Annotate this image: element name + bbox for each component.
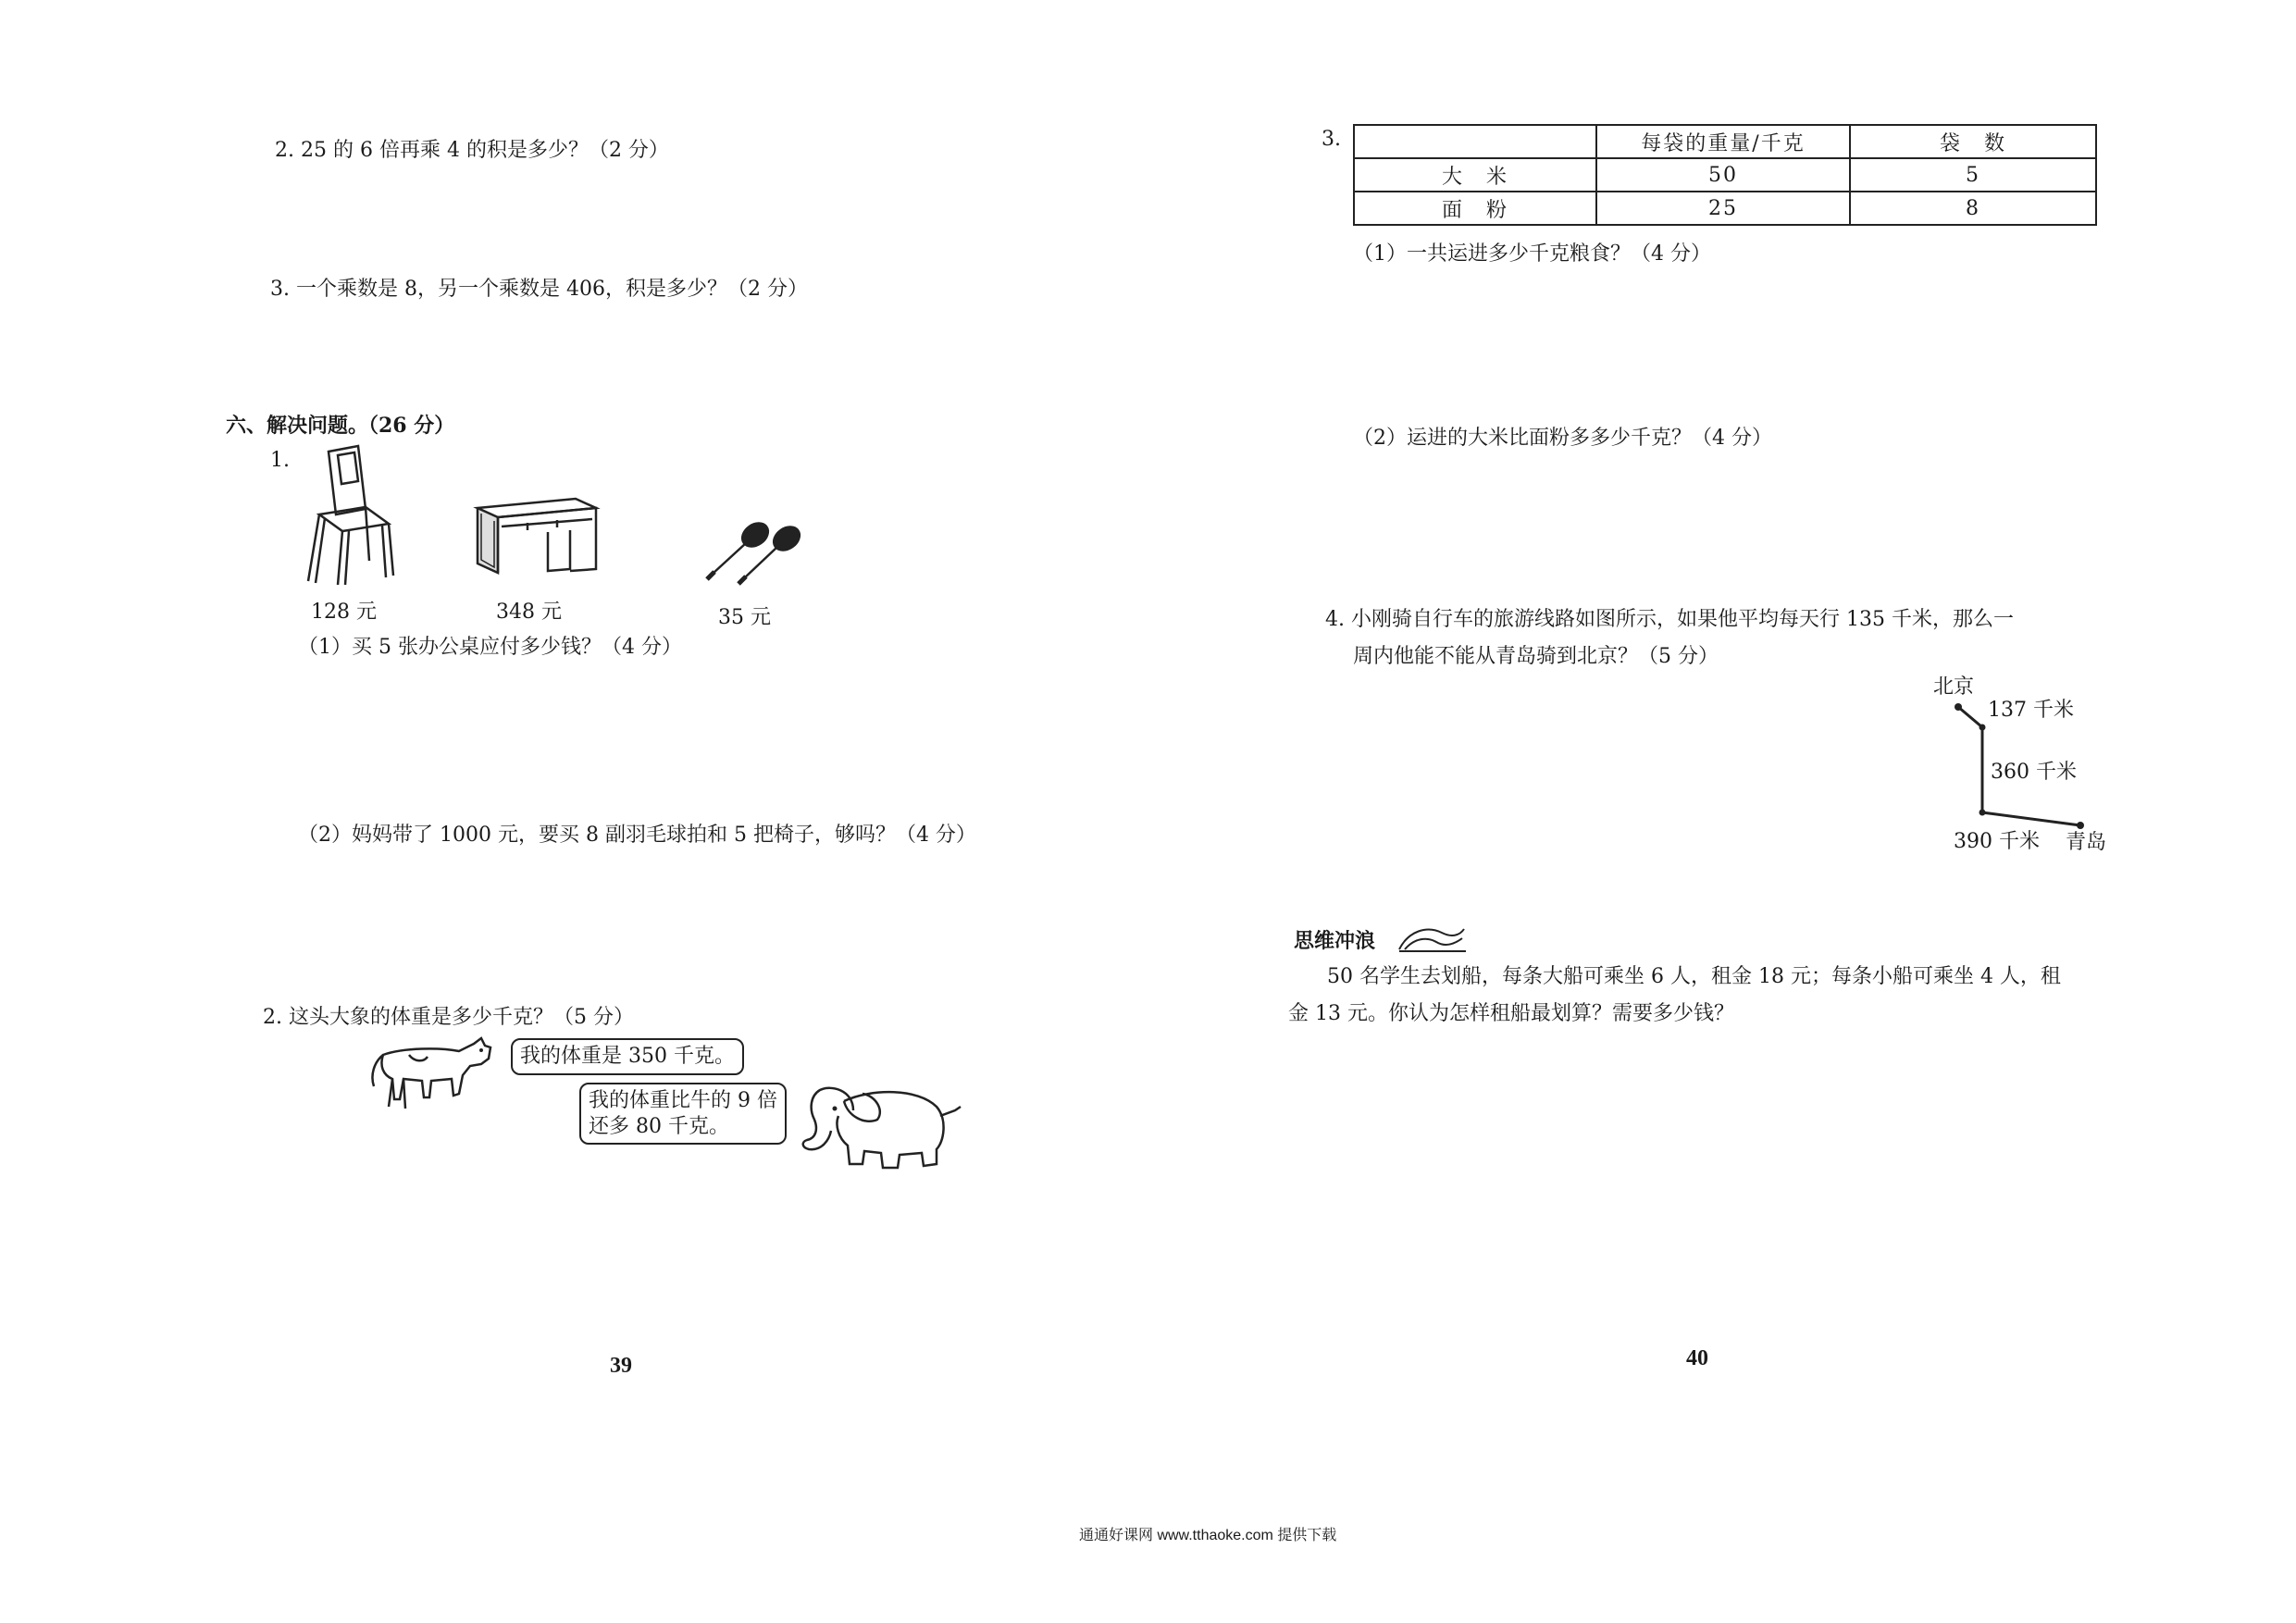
- route-segment-1: 137 千米: [1988, 699, 2074, 722]
- problem-1-sub-2: （2）妈妈带了 1000 元，要买 8 副羽毛球拍和 5 把椅子，够吗？（4 分）: [298, 824, 976, 847]
- table-row: [1354, 192, 2096, 225]
- problem-4-line-2: 周内他能不能从青岛骑到北京？（5 分）: [1353, 645, 1719, 668]
- route-label-beijing: 北京: [1933, 675, 1975, 699]
- page-number-39: 39: [610, 1354, 632, 1378]
- problem-1-label: 1.: [270, 449, 290, 472]
- elephant-speech-line-1: 我的体重比牛的 9 倍: [589, 1089, 777, 1112]
- footer-watermark: 通通好课网 www.tthaoke.com 提供下载: [1079, 1528, 1337, 1543]
- table-cell: 大 米: [1354, 158, 1596, 192]
- elephant-speech-bubble: [579, 1083, 787, 1145]
- page-number-40: 40: [1686, 1346, 1708, 1370]
- elephant-illustration: [798, 1083, 969, 1175]
- thinking-line-1: 50 名学生去划船，每条大船可乘坐 6 人，租金 18 元；每条小船可乘坐 4 人，租: [1327, 965, 2061, 988]
- table-cell: 面 粉: [1354, 192, 1596, 225]
- cow-speech-bubble: [511, 1038, 744, 1075]
- thinking-section-title: 思维冲浪: [1294, 929, 1376, 953]
- badminton-rackets-illustration: [703, 523, 814, 588]
- grain-table: [1353, 124, 2097, 226]
- problem-3-label: 3.: [1322, 128, 1341, 151]
- table-cell: 50: [1596, 158, 1850, 192]
- section-6-title: 六、解决问题。（26 分）: [226, 414, 455, 438]
- wave-icon: [1396, 923, 1470, 955]
- table-cell: 25: [1596, 192, 1850, 225]
- route-label-qingdao: 青岛: [2066, 831, 2107, 854]
- table-header-cell: 每袋的重量/千克: [1596, 125, 1850, 158]
- rackets-price: 35 元: [718, 606, 771, 629]
- table-header-cell: [1354, 125, 1596, 158]
- elephant-speech-line-2: 还多 80 千克。: [589, 1114, 729, 1138]
- table-header-cell: 袋 数: [1850, 125, 2096, 158]
- problem-3-sub-2: （2）运进的大米比面粉多多少千克？（4 分）: [1353, 427, 1772, 450]
- route-segment-2: 360 千米: [1991, 761, 2077, 784]
- cow-illustration: [366, 1035, 496, 1114]
- chair-illustration: [301, 444, 398, 588]
- table-cell: 5: [1850, 158, 2096, 192]
- thinking-line-2: 金 13 元。你认为怎样租船最划算？需要多少钱？: [1288, 1002, 1734, 1025]
- question-2: 2. 25 的 6 倍再乘 4 的积是多少？（2 分）: [275, 139, 669, 162]
- route-segment-3: 390 千米: [1954, 830, 2040, 853]
- chair-price: 128 元: [311, 601, 377, 624]
- problem-4-line-1: 4. 小刚骑自行车的旅游线路如图所示，如果他平均每天行 135 千米，那么一: [1325, 608, 2014, 631]
- desk-price: 348 元: [496, 601, 562, 624]
- problem-2: 2. 这头大象的体重是多少千克？（5 分）: [263, 1006, 634, 1029]
- cow-speech-text: 我的体重是 350 千克。: [520, 1045, 735, 1068]
- table-row: [1354, 158, 2096, 192]
- question-3: 3. 一个乘数是 8，另一个乘数是 406，积是多少？（2 分）: [270, 278, 808, 301]
- problem-1-sub-1: （1）买 5 张办公桌应付多少钱？（4 分）: [298, 636, 682, 659]
- table-cell: 8: [1850, 192, 2096, 225]
- problem-3-sub-1: （1）一共运进多少千克粮食？（4 分）: [1353, 242, 1711, 266]
- desk-illustration: [474, 495, 599, 578]
- table-header-row: [1354, 125, 2096, 158]
